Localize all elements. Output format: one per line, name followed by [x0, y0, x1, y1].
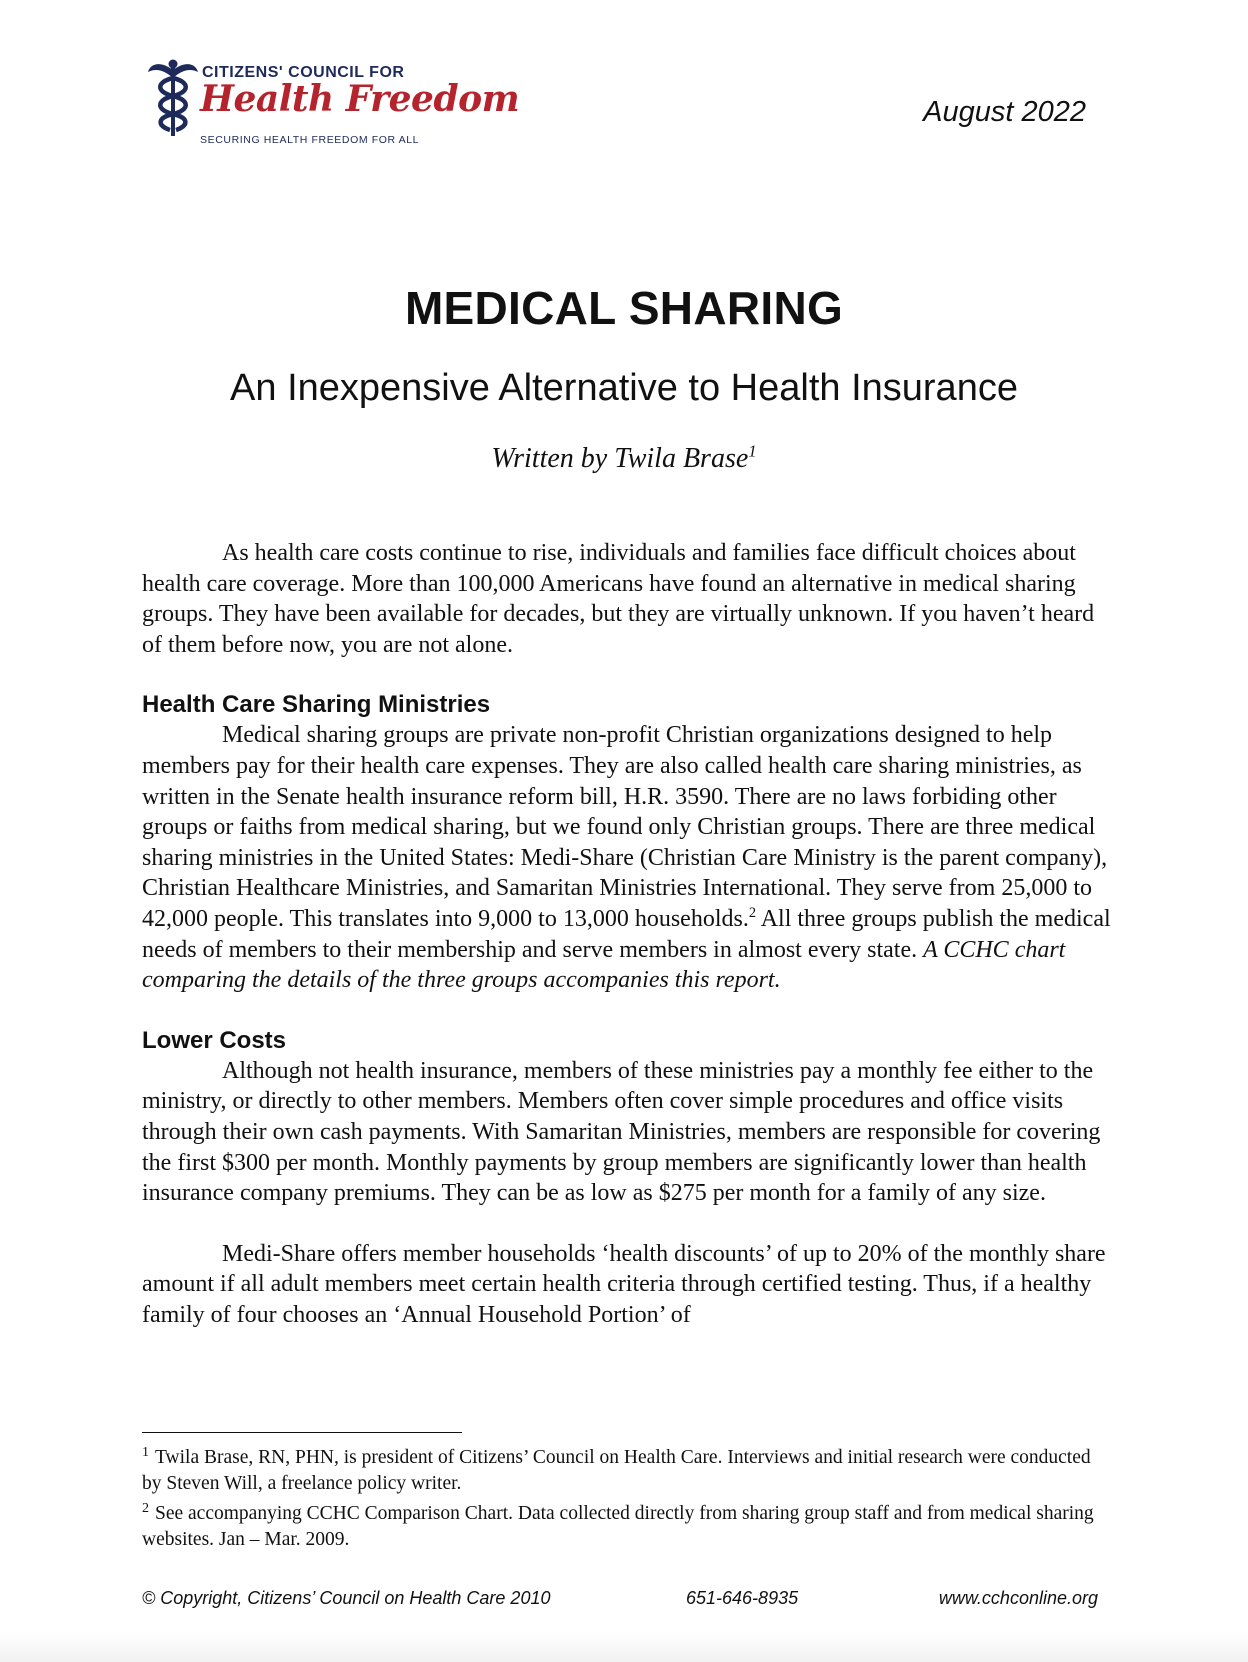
document-subtitle: An Inexpensive Alternative to Health Insurance [230, 367, 1018, 409]
footnote-number: 2 [142, 1500, 149, 1516]
sharing-ministries-text-cont: All three groups publish the medical needs of members to their membership and serve members in almost every state. [142, 905, 1111, 963]
footer-website: www.cchconline.org [938, 1588, 1098, 1608]
lower-costs-paragraph-1: Although not health insurance, members of these ministries pay a monthly fee either to the ministry, or directly to other members. Members often cover simple procedures and office visits through their own cash payments. With Samaritan Ministries, members are responsible for covering the first $300 per month. Monthly payments by group members are significantly lower than health insurance company premiums. They can be as low as $275 per month for a family of any size. [142, 1057, 1101, 1207]
footnote-divider [142, 1432, 462, 1433]
footnote-ref-2: 2 [748, 904, 757, 921]
byline [0, 443, 1248, 475]
byline-text: Written by Twila Brase [491, 443, 749, 474]
footnote-1 [142, 1445, 1112, 1497]
footnote-number: 1 [142, 1444, 149, 1460]
lower-costs-paragraph-2: Medi-Share offers member households ‘health discounts’ of up to 20% of the monthly share amount if all adult members meet certain health criteria through certified testing. Thus, if a healthy family of four chooses an ‘Annual Household Portion’ of [142, 1240, 1106, 1328]
footnote-ref-1: 1 [748, 441, 757, 461]
logo-tagline: SECURING HEALTH FREEDOM FOR ALL [200, 134, 420, 146]
logo-main-line: Health Freedom [200, 78, 520, 120]
footnote-text: Twila Brase, RN, PHN, is president of Citizens’ Council on Health Care. Interviews and initial research were conducted by Steven Will, a freelance policy writer. [142, 1447, 1091, 1494]
document-body [142, 538, 1112, 1330]
section-heading-lower-costs: Lower Costs [142, 1026, 287, 1054]
section-heading-sharing-ministries: Health Care Sharing Ministries [142, 691, 491, 719]
page-bottom-shade [0, 1632, 1248, 1662]
footer-phone: 651-646-8935 [686, 1588, 799, 1608]
logo-top-line: CITIZENS' COUNCIL FOR [202, 64, 405, 81]
organization-logo [148, 56, 520, 152]
chart-note: A CCHC chart comparing the details of the three groups accompanies this report. [142, 936, 1066, 994]
sharing-ministries-paragraph [142, 720, 1112, 995]
footnote-text: See accompanying CCHC Comparison Chart. Data collected directly from sharing group staff and from medical sharing websites. Jan – Mar. 2009. [142, 1503, 1094, 1550]
caduceus-icon [148, 58, 198, 138]
intro-paragraph: As health care costs continue to rise, individuals and families face difficult choices about health care coverage. More than 100,000 Americans have found an alternative in medical sharing groups. They have been available for decades, but they are virtually unknown. If you haven’t heard of them before now, you are not alone. [142, 540, 1095, 658]
sharing-ministries-text: Medical sharing groups are private non-profit Christian organizations designed to help members pay for their health care expenses. They are also called health care sharing ministries, as written in the Senate health insurance reform bill, H.R. 3590. There are no laws forbiding other groups or faiths from medical sharing, but we found only Christian groups. There are three medical sharing ministries in the United States: Medi-Share (Christian Care Ministry is the parent company), Christian Healthcare Ministries, and Samaritan Ministries International. They serve from 25,000 to 42,000 people. This translates into 9,000 to 13,000 households. [142, 722, 1108, 932]
document-date: August 2022 [923, 96, 1086, 128]
footnote-2 [142, 1501, 1112, 1553]
footnotes [142, 1445, 1112, 1557]
document-title: MEDICAL SHARING [404, 282, 844, 334]
footer-copyright: © Copyright, Citizens’ Council on Health Care 2010 [142, 1588, 551, 1608]
